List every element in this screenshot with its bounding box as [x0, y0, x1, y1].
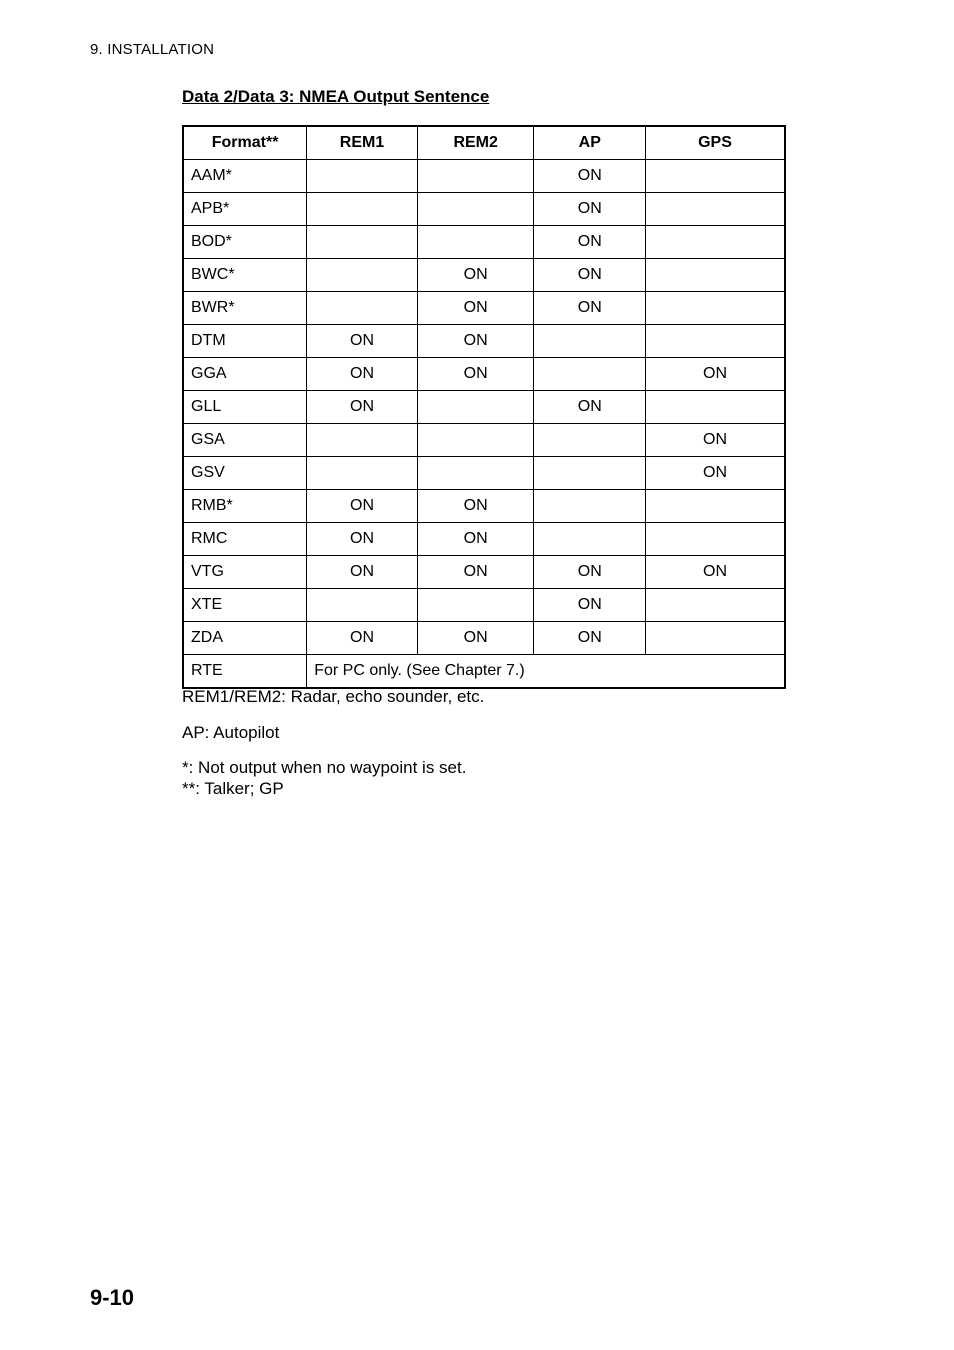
table-row [183, 556, 785, 589]
cell-format: BWR* [183, 292, 307, 325]
footnote-rem: REM1/REM2: Radar, echo sounder, etc. [182, 687, 485, 706]
cell-format: XTE [183, 589, 307, 622]
cell-gps [646, 259, 785, 292]
table-row [183, 259, 785, 292]
cell-format: APB* [183, 193, 307, 226]
table-row [183, 391, 785, 424]
cell-format: AAM* [183, 160, 307, 193]
table-row [183, 160, 785, 193]
cell-rem1: ON [307, 391, 418, 424]
column-header-format: Format** [183, 126, 307, 160]
cell-gps [646, 160, 785, 193]
cell-rem2: ON [417, 325, 534, 358]
table-row [183, 523, 785, 556]
table-row [183, 490, 785, 523]
cell-rem2 [417, 424, 534, 457]
cell-ap: ON [534, 589, 646, 622]
cell-rem1 [307, 292, 418, 325]
running-head: 9. INSTALLATION [90, 41, 215, 58]
cell-format: ZDA [183, 622, 307, 655]
table-row [183, 358, 785, 391]
cell-gps: ON [646, 556, 785, 589]
cell-format: BWC* [183, 259, 307, 292]
section-title: Data 2/Data 3: NMEA Output Sentence [182, 87, 490, 106]
cell-rem1: ON [307, 523, 418, 556]
table-row [183, 589, 785, 622]
cell-ap: ON [534, 556, 646, 589]
cell-ap [534, 523, 646, 556]
table-row [183, 292, 785, 325]
cell-rem2: ON [417, 358, 534, 391]
cell-format: GGA [183, 358, 307, 391]
cell-ap: ON [534, 292, 646, 325]
cell-rte-note: For PC only. (See Chapter 7.) [307, 655, 785, 689]
cell-format: RMB* [183, 490, 307, 523]
cell-gps [646, 193, 785, 226]
cell-gps [646, 589, 785, 622]
column-header-gps: GPS [646, 126, 785, 160]
cell-rem2: ON [417, 292, 534, 325]
column-header-ap: AP [534, 126, 646, 160]
cell-format: GSV [183, 457, 307, 490]
cell-rem1 [307, 457, 418, 490]
cell-ap [534, 490, 646, 523]
cell-rem2: ON [417, 490, 534, 523]
cell-format: GSA [183, 424, 307, 457]
cell-rem2 [417, 391, 534, 424]
cell-format: GLL [183, 391, 307, 424]
cell-rem2 [417, 589, 534, 622]
footnote-asterisk: *: Not output when no waypoint is set. [182, 758, 467, 777]
cell-ap: ON [534, 160, 646, 193]
footnotes [182, 686, 484, 799]
cell-rem2 [417, 193, 534, 226]
cell-rem1: ON [307, 325, 418, 358]
cell-ap [534, 457, 646, 490]
cell-rem2: ON [417, 556, 534, 589]
cell-rem1: ON [307, 556, 418, 589]
cell-gps [646, 226, 785, 259]
cell-format: VTG [183, 556, 307, 589]
cell-format: RMC [183, 523, 307, 556]
cell-rem1 [307, 193, 418, 226]
cell-gps [646, 490, 785, 523]
cell-ap: ON [534, 226, 646, 259]
cell-rem1: ON [307, 358, 418, 391]
footnote-ap: AP: Autopilot [182, 723, 280, 742]
cell-gps: ON [646, 424, 785, 457]
cell-rem1 [307, 424, 418, 457]
cell-rem2: ON [417, 259, 534, 292]
table-row [183, 325, 785, 358]
cell-gps [646, 523, 785, 556]
cell-format: DTM [183, 325, 307, 358]
footnote-double-asterisk: **: Talker; GP [182, 779, 284, 798]
nmea-output-table [182, 125, 786, 689]
cell-rem1 [307, 226, 418, 259]
cell-gps: ON [646, 457, 785, 490]
cell-ap: ON [534, 193, 646, 226]
cell-rem1: ON [307, 622, 418, 655]
cell-ap: ON [534, 259, 646, 292]
cell-rem1: ON [307, 490, 418, 523]
cell-gps [646, 622, 785, 655]
table-row [183, 226, 785, 259]
table-row [183, 457, 785, 490]
cell-ap: ON [534, 622, 646, 655]
cell-rem1 [307, 589, 418, 622]
table-row-rte [183, 655, 785, 689]
cell-rem1 [307, 259, 418, 292]
column-header-rem2: REM2 [417, 126, 534, 160]
cell-gps [646, 292, 785, 325]
cell-gps: ON [646, 358, 785, 391]
table-row [183, 622, 785, 655]
cell-ap [534, 424, 646, 457]
table-header-row [183, 126, 785, 160]
cell-ap: ON [534, 391, 646, 424]
cell-format: BOD* [183, 226, 307, 259]
page-number: 9-10 [90, 1285, 135, 1310]
cell-rem1 [307, 160, 418, 193]
cell-gps [646, 391, 785, 424]
cell-format: RTE [183, 655, 307, 689]
table-row [183, 193, 785, 226]
cell-gps [646, 325, 785, 358]
table-row [183, 424, 785, 457]
cell-rem2 [417, 457, 534, 490]
cell-rem2: ON [417, 523, 534, 556]
cell-rem2: ON [417, 622, 534, 655]
cell-rem2 [417, 160, 534, 193]
column-header-rem1: REM1 [307, 126, 418, 160]
cell-ap [534, 325, 646, 358]
cell-ap [534, 358, 646, 391]
cell-rem2 [417, 226, 534, 259]
